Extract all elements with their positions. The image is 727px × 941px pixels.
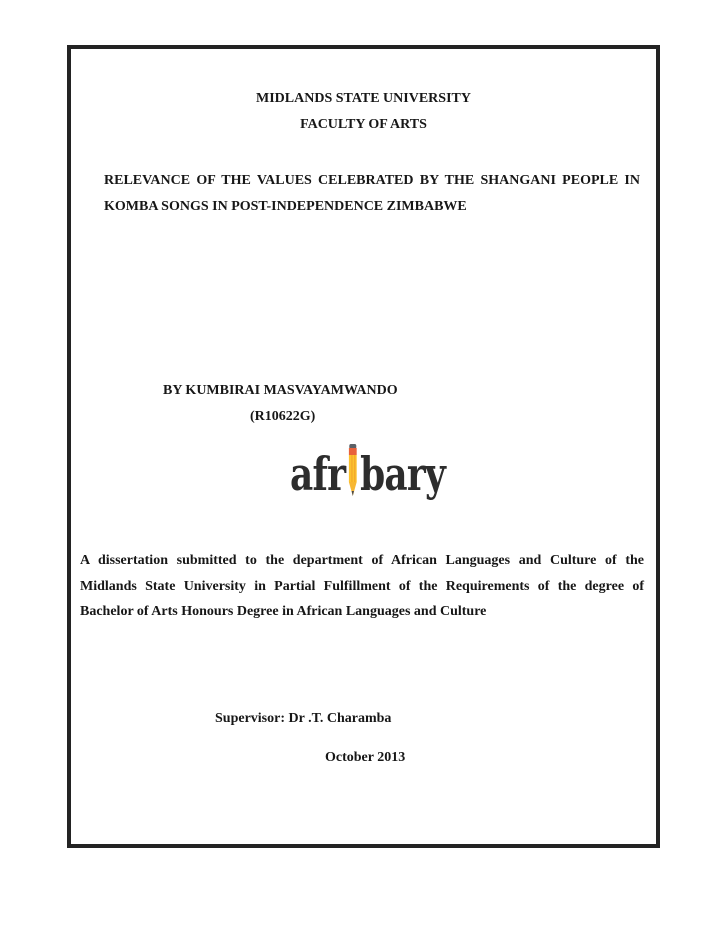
statement-line-2: Midlands State University in Partial Fulfillment of the Requirements of the degree of — [80, 578, 644, 594]
afribary-logo-text — [290, 444, 445, 499]
date-line: October 2013 — [325, 749, 406, 765]
supervisor-line: Supervisor: Dr .T. Charamba — [215, 710, 392, 726]
statement-line-3: Bachelor of Arts Honours Degree in African Languages and Culture — [80, 604, 487, 619]
university-name: MIDLANDS STATE UNIVERSITY — [256, 91, 471, 106]
page-border-frame — [67, 45, 660, 848]
afribary-logo — [290, 444, 656, 501]
faculty-name: FACULTY OF ARTS — [300, 117, 427, 132]
logo-text-afr: afr — [290, 447, 346, 501]
statement-line-1: A dissertation submitted to the department of African Languages and Culture of the — [80, 553, 644, 568]
pencil-icon — [347, 444, 359, 496]
author-line: BY KUMBIRAI MASVAYAMWANDO — [163, 383, 398, 398]
logo-text-bary: bary — [360, 447, 446, 501]
document-header — [71, 86, 656, 138]
registration-number: (R10622G) — [250, 409, 316, 424]
title-line-2: KOMBA SONGS IN POST-INDEPENDENCE ZIMBABWE — [104, 199, 467, 214]
title-line-1: RELEVANCE OF THE VALUES CELEBRATED BY THE SHANGANI PEOPLE IN — [104, 173, 640, 188]
dissertation-title — [104, 168, 640, 220]
submission-statement — [80, 548, 644, 625]
